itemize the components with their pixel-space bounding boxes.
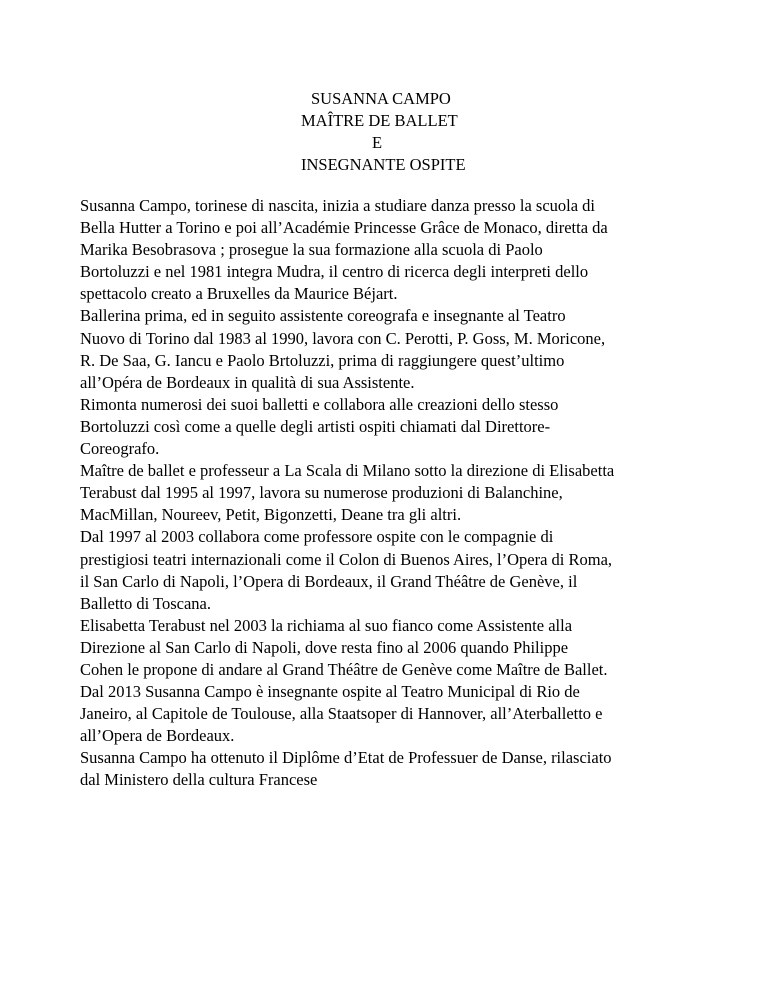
text-line: Marika Besobrasova ; prosegue la sua formazione alla scuola di Paolo bbox=[80, 240, 543, 260]
title-line-role-2: INSEGNANTE OSPITE bbox=[301, 155, 466, 174]
text-line: Rimonta numerosi dei suoi balletti e collabora alle creazioni dello stesso bbox=[80, 394, 559, 414]
text-line: Cohen le propone di andare al Grand Théâtre de Genève come Maître de Ballet. bbox=[80, 659, 608, 679]
text-line: Coreografo. bbox=[80, 439, 160, 459]
text-line: Direzione al San Carlo di Napoli, dove resta fino al 2006 quando Philippe bbox=[80, 637, 569, 657]
biography-text bbox=[80, 195, 700, 792]
text-line: R. De Saa, G. Iancu e Paolo Brtoluzzi, prima di raggiungere quest’ultimo bbox=[80, 350, 565, 370]
text-line: Dal 2013 Susanna Campo è insegnante ospite al Teatro Municipal di Rio de bbox=[80, 682, 580, 702]
text-line: Maître de ballet e professeur a La Scala di Milano sotto la direzione di Elisabetta bbox=[80, 461, 615, 481]
text-line: Dal 1997 al 2003 collabora come professore ospite con le compagnie di bbox=[80, 527, 554, 547]
text-line: prestigiosi teatri internazionali come il Colon di Buenos Aires, l’Opera di Roma, bbox=[80, 549, 613, 569]
text-line: Janeiro, al Capitole de Toulouse, alla Staatsoper di Hannover, all’Aterballetto e bbox=[80, 704, 603, 724]
title-line-name: SUSANNA CAMPO bbox=[311, 89, 451, 108]
text-line: spettacolo creato a Bruxelles da Maurice Béjart. bbox=[80, 284, 398, 304]
text-line: Susanna Campo, torinese di nascita, inizia a studiare danza presso la scuola di bbox=[80, 196, 596, 215]
text-line: il San Carlo di Napoli, l’Opera di Bordeaux, il Grand Théâtre de Genève, il bbox=[80, 571, 578, 591]
text-line: MacMillan, Noureev, Petit, Bigonzetti, Deane tra gli altri. bbox=[80, 505, 462, 525]
text-line: Terabust dal 1995 al 1997, lavora su numerose produzioni di Balanchine, bbox=[80, 483, 563, 503]
document-title bbox=[297, 88, 517, 176]
text-line: Nuovo di Torino dal 1983 al 1990, lavora con C. Perotti, P. Goss, M. Moricone, bbox=[80, 328, 606, 348]
text-line: Bortoluzzi e nel 1981 integra Mudra, il centro di ricerca degli interpreti dello bbox=[80, 262, 589, 282]
text-line: dal Ministero della cultura Francese bbox=[80, 770, 318, 790]
text-line: Bella Hutter a Torino e poi all’Académie Princesse Grâce de Monaco, diretta da bbox=[80, 218, 608, 238]
text-line: Ballerina prima, ed in seguito assistente coreografa e insegnante al Teatro bbox=[80, 306, 566, 326]
text-line: Bortoluzzi così come a quelle degli artisti ospiti chiamati dal Direttore- bbox=[80, 416, 551, 436]
text-line: Susanna Campo ha ottenuto il Diplôme d’Etat de Professuer de Danse, rilasciato bbox=[80, 748, 612, 768]
title-line-conjunction: E bbox=[372, 133, 383, 152]
text-line: all’Opera de Bordeaux. bbox=[80, 726, 235, 746]
text-line: Elisabetta Terabust nel 2003 la richiama al suo fianco come Assistente alla bbox=[80, 615, 573, 635]
title-line-role: MAÎTRE DE BALLET bbox=[301, 111, 458, 130]
text-line: all’Opéra de Bordeaux in qualità di sua Assistente. bbox=[80, 372, 415, 392]
text-line: Balletto di Toscana. bbox=[80, 593, 211, 613]
